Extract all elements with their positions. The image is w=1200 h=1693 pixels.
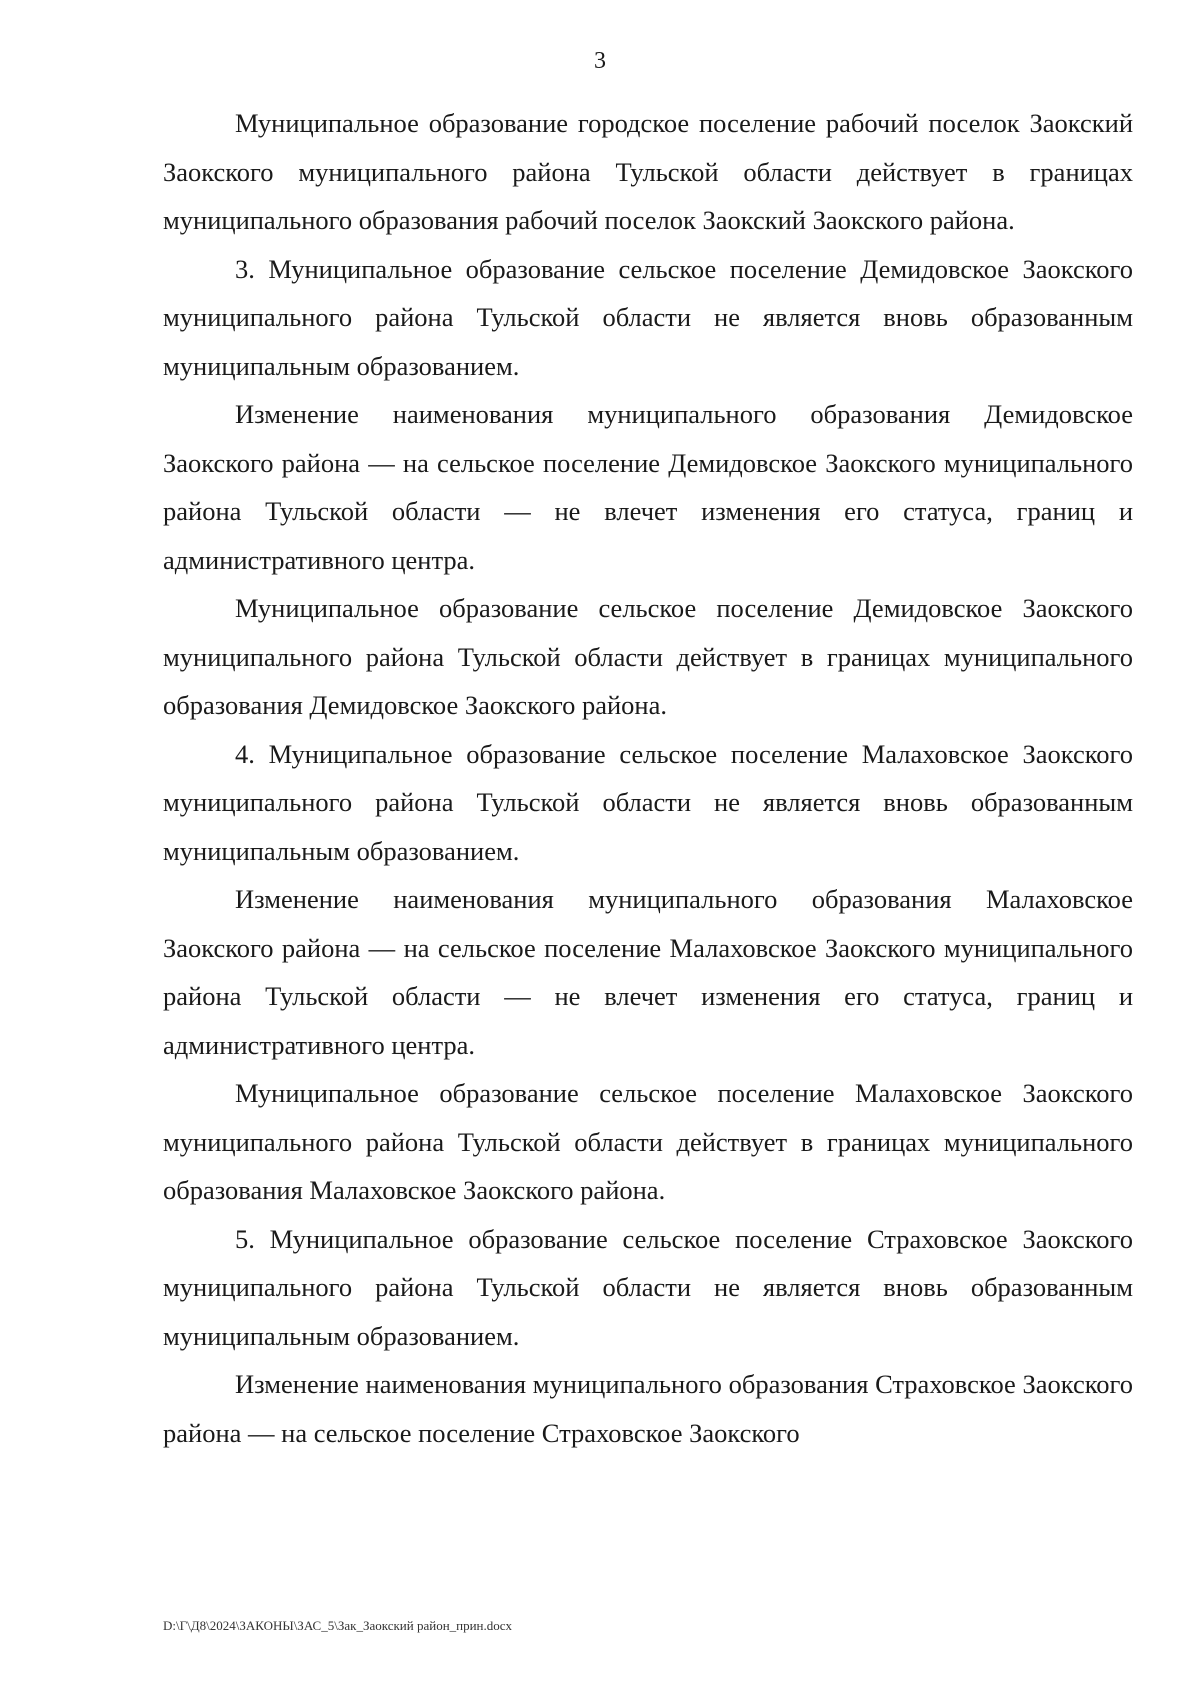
- paragraph: Муниципальное образование сельское поселение Малаховское Заокского муниципального района Тульской области действует в границах муниципального образования Малаховское Заокского района.: [163, 1078, 1133, 1205]
- paragraph: Изменение наименования муниципального образования Малаховское Заокского района — на сельское поселение Малаховское Заокского муниципального района Тульской области — не влечет изменения его статуса, границ и административного центра.: [163, 884, 1133, 1060]
- paragraph: Изменение наименования муниципального образования Демидовское Заокского района — на сельское поселение Демидовское Заокского муниципального района Тульской области — не влечет изменения его статуса, границ и административного центра.: [163, 399, 1133, 575]
- paragraph: Муниципальное образование городское поселение рабочий поселок Заокский Заокского муниципального района Тульской области действует в границах муниципального образования рабочий поселок Заокский Заокского района.: [163, 108, 1133, 235]
- document-body: [163, 99, 1133, 1457]
- page-number: 3: [594, 48, 606, 74]
- paragraph-item-3: 3. Муниципальное образование сельское поселение Демидовское Заокского муниципального района Тульской области не является вновь образованным муниципальным образованием.: [163, 253, 1133, 381]
- paragraph-item-5: 5. Муниципальное образование сельское поселение Страховское Заокского муниципального района Тульской области не является вновь образованным муниципальным образованием.: [163, 1223, 1133, 1351]
- paragraph: Муниципальное образование сельское поселение Демидовское Заокского муниципального района Тульской области действует в границах муниципального образования Демидовское Заокского района.: [163, 593, 1133, 720]
- paragraph-item-4: 4. Муниципальное образование сельское поселение Малаховское Заокского муниципального района Тульской области не является вновь образованным муниципальным образованием.: [163, 738, 1133, 866]
- paragraph: Изменение наименования муниципального образования Страховское Заокского района — на сельское поселение Страховское Заокского: [163, 1369, 1133, 1448]
- footer-file-path: D:\Г\Д8\2024\ЗАКОНЫ\ЗАС_5\Зак_Заокский район_прин.docx: [163, 1618, 513, 1633]
